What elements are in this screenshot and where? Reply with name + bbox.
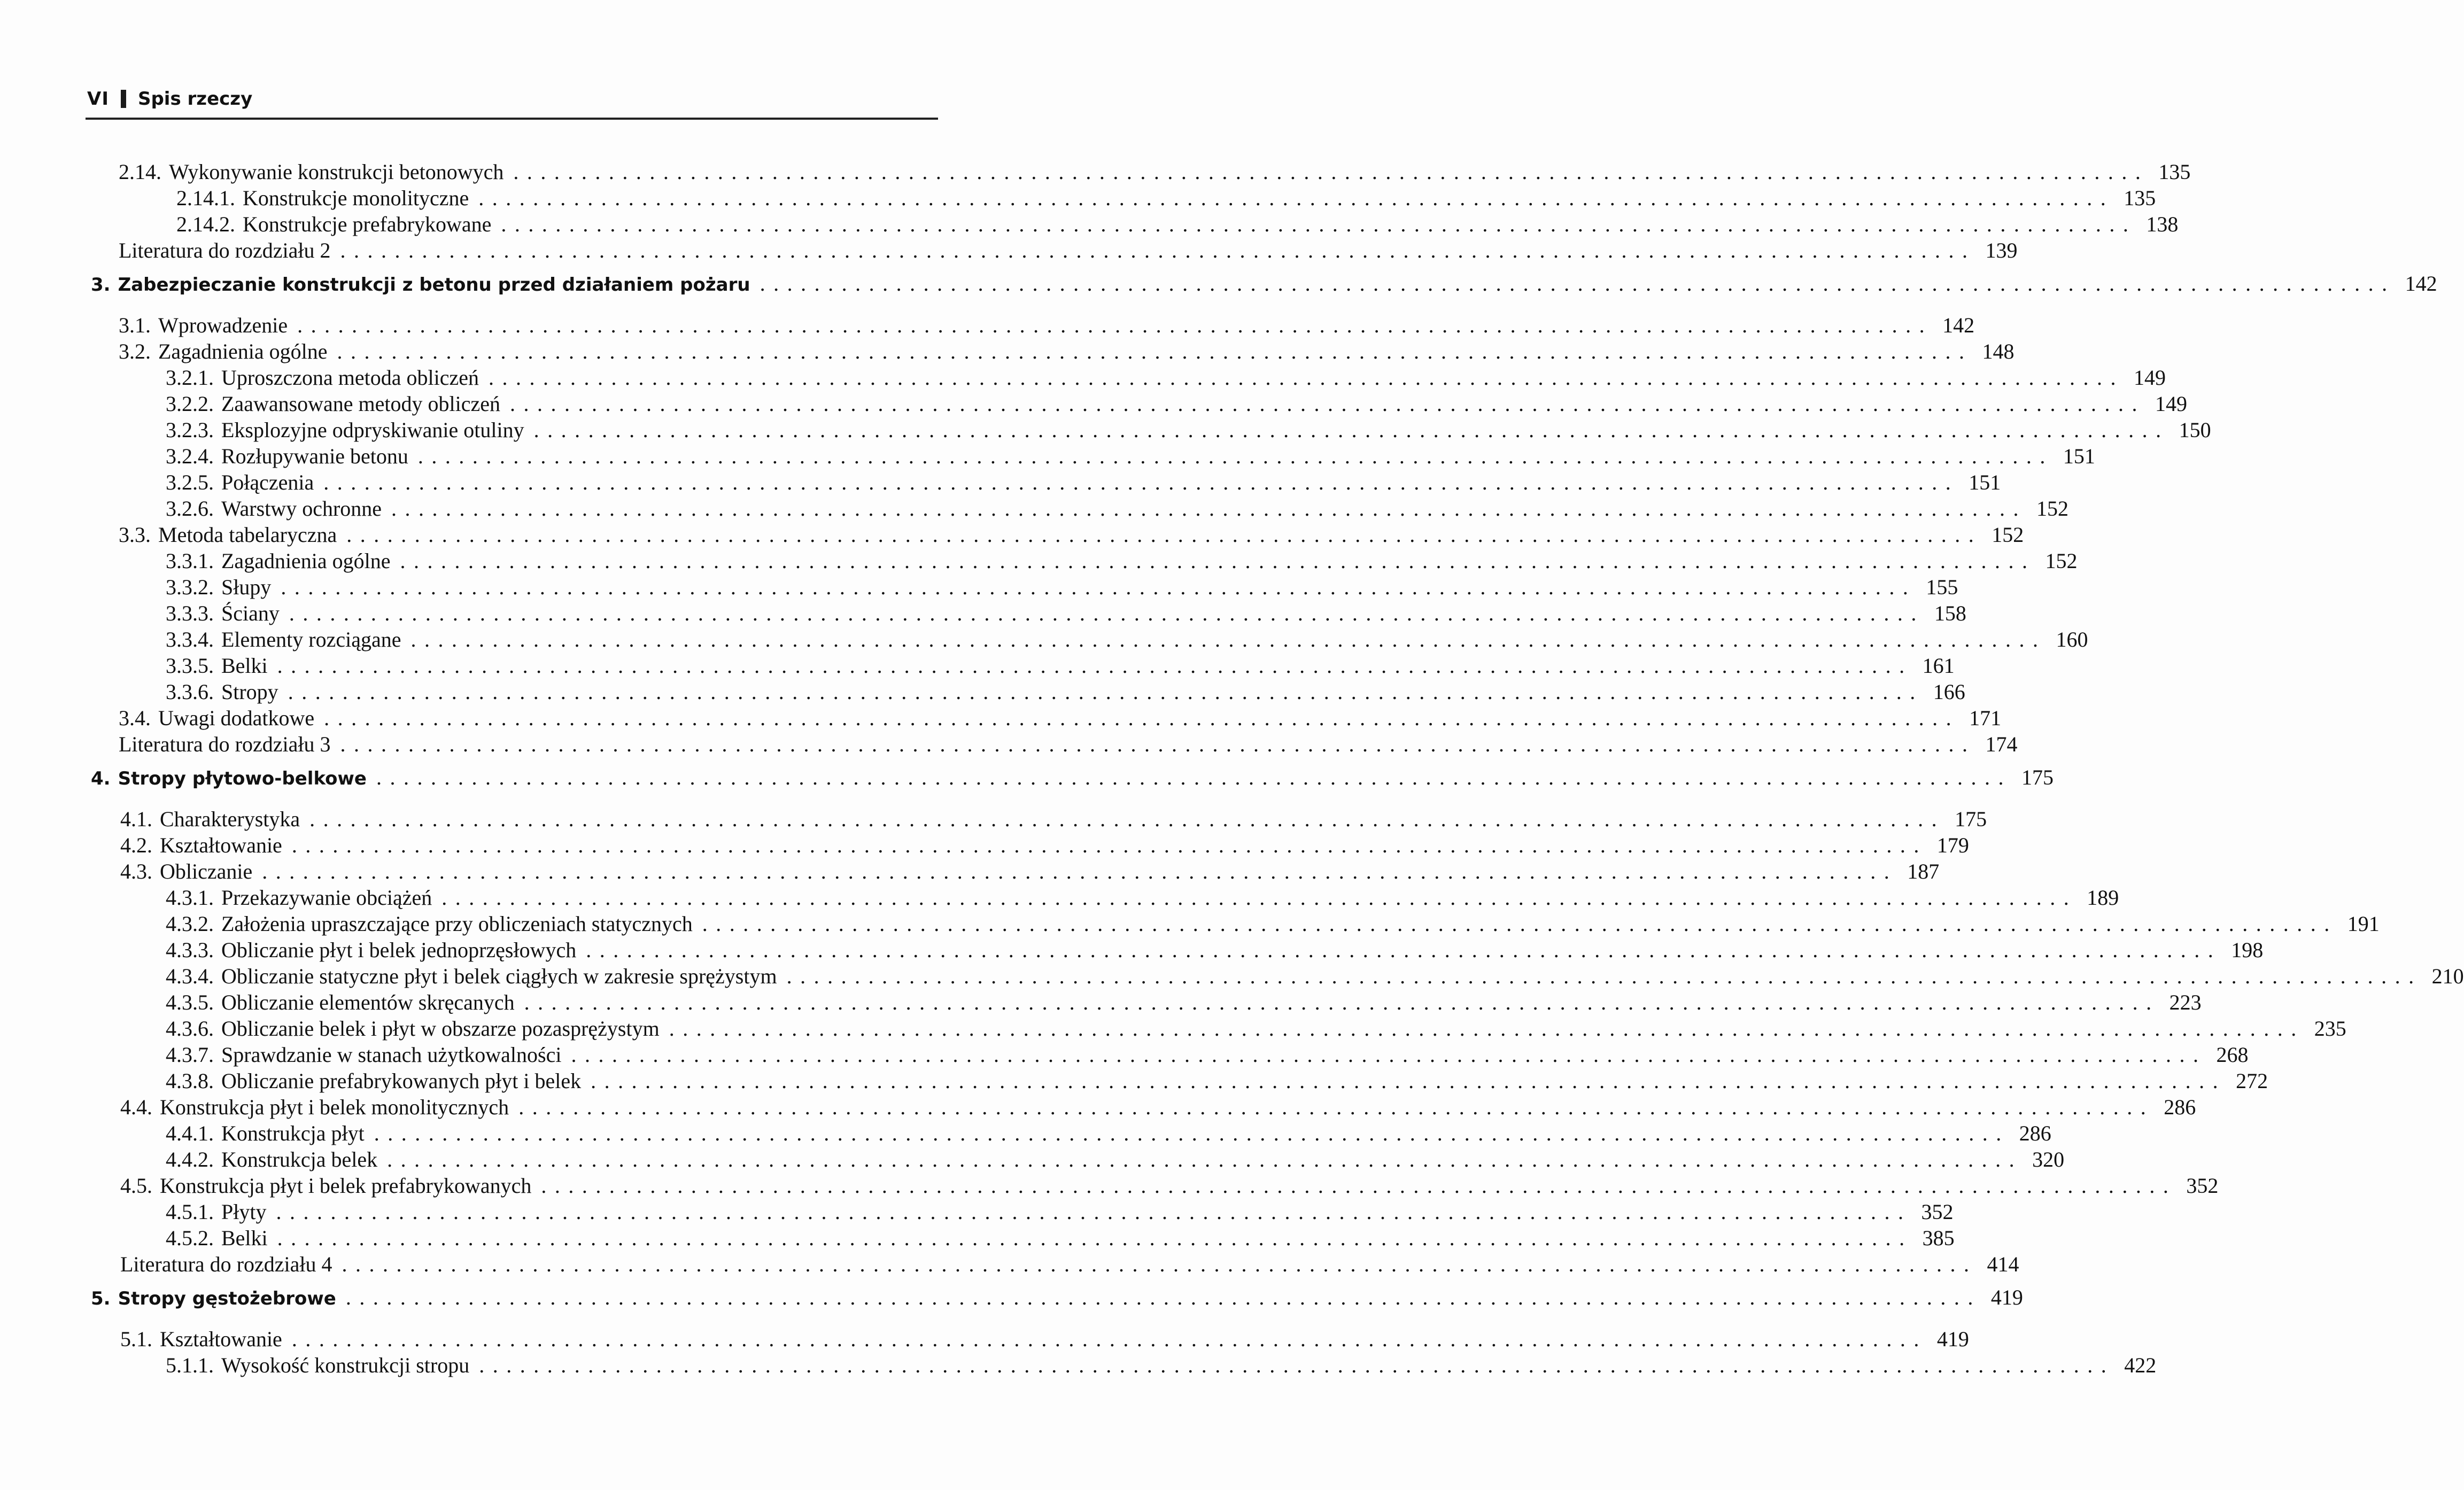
toc-page-number: 272 [2236,1069,2268,1093]
dot-leader: ........................................................................................................................ [489,366,2125,390]
toc-entry-title: Literatura do rozdziału 4 [120,1252,332,1276]
toc-entry-title: Stropy [221,680,278,704]
toc-entry-number: 3.2.4. [166,444,214,468]
toc-page-number: 152 [1992,523,2024,547]
dot-leader: ........................................................................................................................ [387,1147,2023,1171]
toc-entry-title: Elementy rozciągane [221,627,401,651]
toc-entry-number: 4.3.2. [166,912,214,936]
toc-entry-number: 4.3.1. [166,886,214,910]
toc-entry-row [166,1042,2249,1068]
toc-page-number: 135 [2124,186,2156,210]
toc-entry-title: Rozłupywanie betonu [221,444,408,468]
toc-entry-number: 3. [91,274,111,296]
toc-page-number: 320 [2032,1147,2065,1171]
dot-leader: ........................................................................................................................ [342,1252,1978,1276]
toc-entry-title: Belki [221,1226,268,1250]
toc-page-number: 148 [1982,339,2014,363]
dot-leader: ........................................................................................................................ [518,1095,2155,1119]
toc-entry-row [166,548,2078,575]
toc-entry-title: Konstrukcje monolityczne [243,186,469,210]
toc-entry-title: Zagadnienia ogólne [158,339,328,363]
toc-entry-row [166,884,2119,911]
dot-leader: ........................................................................................................................ [702,912,2338,936]
toc-entry-row [120,1094,2196,1121]
toc-entry-number: 4.3.6. [166,1016,214,1041]
dot-leader: ........................................................................................................................ [289,601,1925,625]
toc-entry-title: Konstrukcja płyt i belek monolitycznych [160,1095,509,1119]
dot-leader: ........................................................................................................................ [571,1043,2207,1067]
toc-page-number: 135 [2158,160,2191,184]
toc-entry-title: Zagadnienia ogólne [221,549,391,573]
toc-entry-number: 4.4.2. [166,1147,214,1171]
toc-entry-number: 3.4. [119,706,151,730]
toc-page-number: 286 [2019,1121,2051,1145]
toc-entry-number: 4.3.4. [166,964,214,988]
toc-page-number: 149 [2134,366,2166,390]
dot-leader: ........................................................................................................................ [277,654,1913,678]
dot-leader: ........................................................................................................................ [441,886,2078,910]
dot-leader: ........................................................................................................................ [340,732,1976,756]
dot-leader: ........................................................................................................................ [669,1016,2305,1041]
toc-entry-number: 3.2.3. [166,418,214,442]
toc-entry-row [176,211,2179,238]
toc-entry-title: Konstrukcja belek [221,1147,378,1171]
toc-entry-number: 3.1. [119,313,151,337]
toc-page-number: 175 [1955,807,1987,831]
dot-leader: ........................................................................................................................ [786,964,2422,988]
toc-entry-title: Zabezpieczanie konstrukcji z betonu przed działaniem pożaru [118,274,750,296]
toc-literature-row [119,237,2018,264]
toc-entry-row [166,1352,2157,1379]
dot-leader: ........................................................................................................................ [510,392,2146,416]
toc-entry-row [119,312,1975,339]
toc-entry-number: 3.3.3. [166,601,214,625]
dot-leader: ........................................................................................................................ [277,1226,1913,1250]
toc-entry-title: Belki [221,654,268,678]
toc-chapter-row [91,1284,2023,1311]
toc-entry-row [166,1146,2065,1173]
toc-entry-title: Obliczanie płyt i belek jednoprzęsłowych [221,938,577,962]
dot-leader: ........................................................................................................................ [586,938,2222,962]
toc-page-number: 155 [1926,575,1958,599]
dot-leader: ........................................................................................................................ [513,160,2149,184]
toc-page-number: 223 [2169,990,2202,1014]
dot-leader: ........................................................................................................................ [478,186,2114,210]
toc-entry-row [166,679,1965,705]
dot-leader: ........................................................................................................................ [400,549,2036,573]
toc-literature-row [119,731,2018,758]
toc-entry-title: Kształtowanie [160,1327,282,1351]
dot-leader: ........................................................................................................................ [345,1285,1981,1309]
toc-entry-title: Stropy gęstożebrowe [118,1288,336,1309]
toc-page-number: 352 [1921,1200,1954,1224]
toc-page-number: 198 [2231,938,2264,962]
toc-entry-title: Konstrukcje prefabrykowane [243,212,492,236]
dot-leader: ........................................................................................................................ [276,1200,1912,1224]
toc-entry-title: Ściany [221,601,280,625]
toc-entry-title: Płyty [221,1200,267,1224]
toc-entry-row [166,626,2088,653]
toc-page-number: 422 [2124,1353,2157,1377]
toc-entry-title: Słupy [221,575,272,599]
toc-entry-row [120,832,1969,859]
toc-page-number: 139 [1985,238,2018,262]
toc-page-number: 385 [1922,1226,1955,1250]
toc-entry-title: Eksplozyjne odpryskiwanie otuliny [221,418,524,442]
toc-entry-number: 3.3. [119,523,151,547]
toc-entry-row [166,963,2464,990]
dot-leader: ........................................................................................................................ [591,1069,2227,1093]
toc-entry-row [166,495,2069,522]
toc-page-number: 286 [2164,1095,2196,1119]
toc-entry-title: Konstrukcja płyt i belek prefabrykowanych [160,1174,532,1198]
toc-page-number: 414 [1987,1252,2019,1276]
dot-leader: ........................................................................................................................ [291,833,1927,857]
toc-entry-number: 5.1. [120,1327,152,1351]
toc-entry-row [119,159,2191,185]
dot-leader: ........................................................................................................................ [309,807,1946,831]
page-number-roman: VI [87,88,109,110]
toc-entry-number: 3.3.4. [166,627,214,651]
toc-page-number: 179 [1936,833,1969,857]
toc-entry-number: 3.3.2. [166,575,214,599]
toc-entry-title: Charakterystyka [160,807,300,831]
toc-page-number: 161 [1922,654,1955,678]
toc-page-number: 160 [2056,627,2088,651]
toc-entry-title: Obliczanie statyczne płyt i belek ciągłych w zakresie sprężystym [221,964,777,988]
toc-page-number: 166 [1933,680,1965,704]
toc-page-number: 150 [2179,418,2211,442]
toc-entry-row [119,705,2002,732]
dot-leader: ........................................................................................................................ [281,575,1917,599]
toc-entry-number: 4.5. [120,1174,152,1198]
dot-leader: ........................................................................................................................ [479,1353,2115,1377]
toc-entry-title: Obliczanie [160,859,253,883]
toc-entry-number: 5.1.1. [166,1353,214,1377]
dot-leader: ........................................................................................................................ [417,444,2054,468]
toc-entry-number: 4.3.7. [166,1043,214,1067]
toc-page-number: 419 [1990,1285,2023,1309]
dot-leader: ........................................................................................................................ [346,523,1982,547]
toc-page-number: 175 [2021,765,2054,789]
toc-entry-row [166,1015,2346,1042]
toc-entry-row [166,911,2380,937]
header-title: Spis rzeczy [137,88,253,110]
toc-entry-number: 4.2. [120,833,152,857]
toc-entry-number: 3.2. [119,339,151,363]
toc-entry-row [166,1068,2268,1095]
toc-entry-title: Wprowadzenie [158,313,288,337]
toc-entry-title: Wykonywanie konstrukcji betonowych [169,160,504,184]
dot-leader: ........................................................................................................................ [760,271,2396,296]
dot-leader: ........................................................................................................................ [337,339,1973,363]
dot-leader: ........................................................................................................................ [288,680,1924,704]
dot-leader: ........................................................................................................................ [391,496,2027,521]
toc-entry-row [119,338,2014,365]
toc-entry-row [166,469,2001,496]
dot-leader: ........................................................................................................................ [324,706,1960,730]
toc-entry-number: 3.2.6. [166,496,214,521]
toc-page-number: 171 [1969,706,2002,730]
toc-entry-row [120,1173,2219,1199]
toc-entry-number: 2.14.1. [176,186,235,210]
toc-entry-number: 4.5.2. [166,1226,214,1250]
toc-entry-number: 5. [91,1288,111,1309]
toc-entry-title: Literatura do rozdziału 2 [119,238,331,262]
toc-entry-title: Literatura do rozdziału 3 [119,732,331,756]
toc-page-number: 419 [1936,1327,1969,1351]
toc-entry-row [166,391,2188,417]
toc-entry-row [166,574,1958,601]
toc-page-number: 191 [2347,912,2380,936]
dot-leader: ........................................................................................................................ [340,238,1976,262]
toc-chapter-row [91,270,2437,297]
toc-entry-number: 3.2.1. [166,366,214,390]
toc-literature-row [120,1251,2019,1278]
toc-entry-number: 3.2.2. [166,392,214,416]
toc-entry-title: Obliczanie prefabrykowanych płyt i belek [221,1069,582,1093]
toc-entry-title: Uproszczona metoda obliczeń [221,366,479,390]
toc-entry-title: Konstrukcja płyt [221,1121,365,1145]
toc-page-number: 210 [2431,964,2464,988]
toc-entry-number: 4.4.1. [166,1121,214,1145]
toc-chapter-row [91,764,2054,791]
toc-page-number: 235 [2314,1016,2346,1041]
toc-entry-row [119,522,2024,548]
toc-entry-row [166,600,1966,627]
toc-entry-number: 3.3.1. [166,549,214,573]
dot-leader: ........................................................................................................................ [501,212,2137,236]
toc-page-number: 268 [2216,1043,2249,1067]
toc-entry-number: 3.3.6. [166,680,214,704]
toc-entry-row [166,1120,2051,1147]
toc-entry-title: Założenia upraszczające przy obliczeniach statycznych [221,912,693,936]
toc-page-number: 189 [2087,886,2119,910]
toc-page-number: 174 [1985,732,2018,756]
toc-entry-number: 4.4. [120,1095,152,1119]
toc-page-number: 158 [1934,601,1966,625]
toc-page-number: 152 [2045,549,2078,573]
toc-entry-number: 4.3.5. [166,990,214,1014]
toc-entry-number: 4.3.3. [166,938,214,962]
toc-entry-title: Obliczanie belek i płyt w obszarze pozasprężystym [221,1016,660,1041]
toc-entry-row [120,858,1940,885]
toc-entry-row [166,937,2264,964]
toc-page-number: 152 [2036,496,2069,521]
toc-entry-number: 3.2.5. [166,470,214,494]
toc-entry-row [166,653,1955,679]
toc-entry-title: Wysokość konstrukcji stropu [221,1353,470,1377]
toc-entry-title: Uwagi dodatkowe [158,706,315,730]
toc-entry-title: Kształtowanie [160,833,282,857]
toc-entry-title: Stropy płytowo-belkowe [118,768,367,789]
dot-leader: ........................................................................................................................ [291,1327,1927,1351]
toc-entry-title: Metoda tabelaryczna [158,523,337,547]
dot-leader: ........................................................................................................................ [262,859,1898,883]
dot-leader: ........................................................................................................................ [541,1174,2177,1198]
toc-entry-row [166,443,2095,470]
toc-entry-title: Zaawansowane metody obliczeń [221,392,501,416]
dot-leader: ........................................................................................................................ [376,765,2012,789]
toc-entry-row [166,989,2202,1016]
dot-leader: ........................................................................................................................ [524,990,2160,1014]
dot-leader: ........................................................................................................................ [374,1121,2010,1145]
toc-entry-title: Połączenia [221,470,314,494]
toc-entry-title: Warstwy ochronne [221,496,382,521]
toc-page-number: 151 [2063,444,2095,468]
dot-leader: ........................................................................................................................ [323,470,1959,494]
dot-leader: ........................................................................................................................ [410,627,2047,651]
toc-page-number: 142 [1942,313,1975,337]
toc-entry-number: 4.3. [120,859,152,883]
dot-leader: ........................................................................................................................ [533,418,2169,442]
toc-page-number: 138 [2146,212,2179,236]
dot-leader: ........................................................................................................................ [297,313,1933,337]
toc-page-number: 352 [2186,1174,2219,1198]
toc-entry-title: Przekazywanie obciążeń [221,886,432,910]
toc-entry-number: 2.14. [119,160,161,184]
toc-page-number: 149 [2155,392,2188,416]
toc-entry-title: Sprawdzanie w stanach użytkowalności [221,1043,562,1067]
toc-entry-row [166,364,2166,391]
toc-page-number: 187 [1907,859,1940,883]
toc-entry-row [120,806,1987,833]
toc-entry-number: 4.5.1. [166,1200,214,1224]
toc-entry-title: Obliczanie elementów skręcanych [221,990,515,1014]
toc-entry-row [166,1225,1955,1252]
toc-entry-number: 4.3.8. [166,1069,214,1093]
toc-entry-row [176,185,2156,212]
toc-page-number: 142 [2405,271,2437,296]
toc-entry-number: 4. [91,768,111,789]
toc-entry-row [166,1199,1954,1225]
toc-entry-row [166,417,2211,444]
toc-entry-number: 2.14.2. [176,212,235,236]
toc-page-number: 151 [1969,470,2001,494]
toc-entry-row [120,1326,1969,1353]
toc-entry-number: 3.3.5. [166,654,214,678]
toc-entry-number: 4.1. [120,807,152,831]
